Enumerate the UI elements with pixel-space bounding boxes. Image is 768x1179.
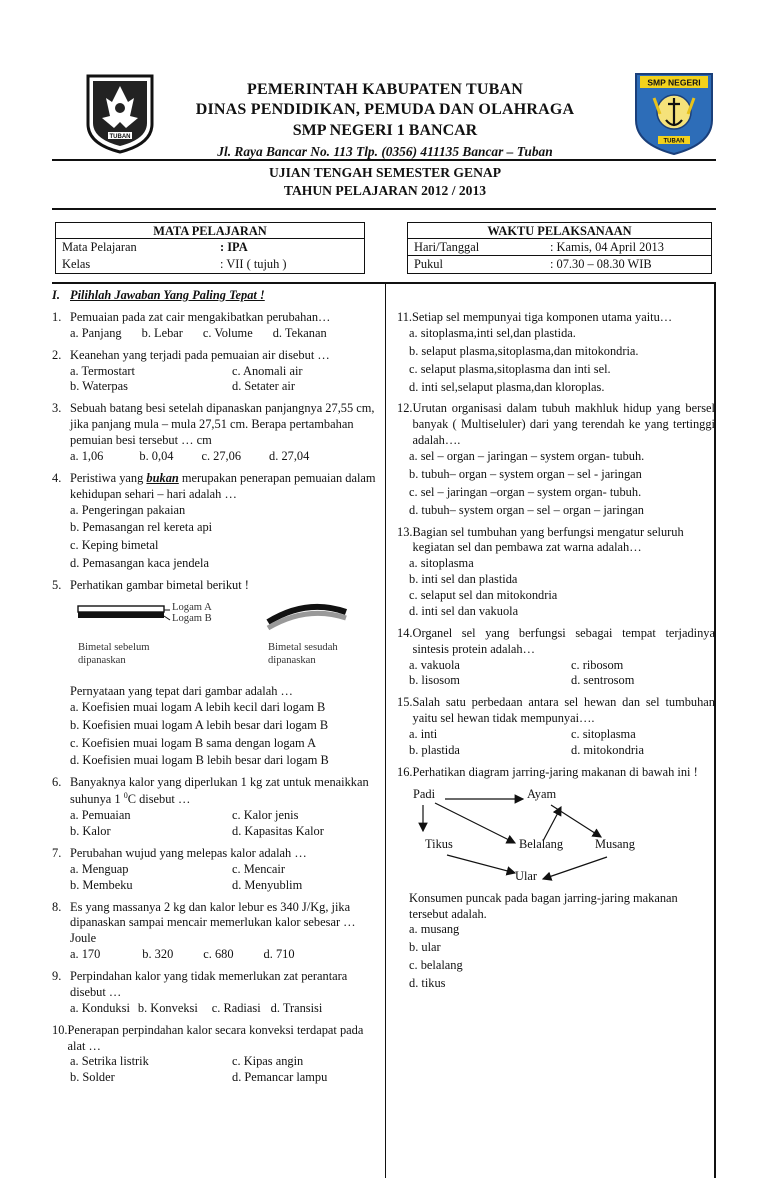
exam-title: [160, 164, 610, 200]
q8-option-b[interactable]: b. 320: [142, 947, 174, 962]
q15-option-a[interactable]: a. inti: [409, 727, 438, 741]
q1-option-a[interactable]: a. Panjang: [70, 325, 122, 340]
q6-options: [52, 808, 380, 840]
q4-stem: [70, 471, 380, 503]
q15-option-b[interactable]: b. plastida: [409, 742, 460, 757]
food-web-arrows: [411, 785, 711, 885]
q9-option-b[interactable]: b. Konveksi: [137, 1000, 198, 1015]
smp-negeri-logo: [632, 70, 716, 156]
q7-number: 7.: [52, 845, 62, 860]
q7-option-a[interactable]: a. Menguap: [70, 861, 129, 876]
q8-option-a[interactable]: a. 170: [70, 947, 101, 962]
q11-number: 11.: [397, 310, 413, 324]
question-14: [397, 626, 715, 690]
q8-stem: Es yang massanya 2 kg dan kalor lebur es 340 J/Kg, jika dipanaskan sampai mencair memerlukan kalor sebesar … Joule: [70, 899, 356, 946]
q15-option-c[interactable]: c. sitoplasma: [571, 727, 636, 741]
q5-options: [52, 700, 380, 770]
q11-options: [397, 326, 715, 396]
bimetal-drawing: [72, 598, 372, 680]
question-4: [52, 471, 380, 572]
q10-option-c[interactable]: c. Kipas angin: [232, 1054, 304, 1069]
q4-option-b[interactable]: b. Pemasangan rel kereta api: [70, 520, 213, 535]
q8-options: [52, 947, 380, 963]
time-row: [408, 256, 711, 273]
school-name: SMP NEGERI 1 BANCAR: [292, 121, 478, 139]
q3-option-b[interactable]: b. 0,04: [139, 448, 174, 463]
q9-option-a[interactable]: a. Konduksi: [70, 1000, 130, 1015]
question-6: [52, 775, 380, 840]
question-15: [397, 695, 715, 759]
q13-option-d[interactable]: d. inti sel dan vakuola: [409, 603, 519, 618]
class-key: Kelas: [62, 257, 91, 271]
q13-number: 13.: [397, 524, 413, 539]
question-1: [52, 310, 380, 342]
q11-option-b[interactable]: b. selaput plasma,sitoplasma,dan mitokondria.: [409, 343, 639, 358]
subject-row: [56, 239, 364, 256]
q7-stem: Perubahan wujud yang melepas kalor adalah …: [70, 845, 307, 860]
q5-option-c[interactable]: c. Koefisien muai logam B sama dengan logam A: [70, 735, 317, 750]
date-value: : Kamis, 04 April 2013: [550, 240, 664, 254]
q1-options: [52, 326, 380, 342]
node-ular: Ular: [515, 868, 538, 883]
q5-option-a[interactable]: a. Koefisien muai logam A lebih kecil dari logam B: [70, 699, 326, 714]
q16-option-b[interactable]: b. ular: [409, 940, 441, 955]
question-9: [52, 969, 380, 1017]
class-row: [56, 256, 364, 273]
q9-number: 9.: [52, 969, 62, 983]
date-row: [408, 239, 711, 256]
q1-option-b[interactable]: b. Lebar: [141, 325, 183, 340]
subject-info-box: [55, 222, 365, 274]
q7-option-b[interactable]: b. Membeku: [70, 877, 133, 892]
q14-option-d[interactable]: d. sentrosom: [571, 673, 635, 688]
q3-option-d[interactable]: d. 27,04: [269, 448, 310, 463]
q16-option-d[interactable]: d. tikus: [409, 976, 446, 990]
logo-right-top: SMP NEGERI: [647, 77, 701, 88]
q12-option-c[interactable]: c. sel – jaringan –organ – system organ- tubuh.: [409, 484, 642, 499]
question-2: [52, 348, 380, 396]
q9-options: [52, 1001, 380, 1017]
section-heading: [52, 288, 380, 304]
q10-option-a[interactable]: a. Setrika listrik: [70, 1054, 149, 1069]
time-value: : 07.30 – 08.30 WIB: [550, 257, 652, 271]
q2-option-a[interactable]: a. Termostart: [70, 363, 135, 378]
q8-option-c[interactable]: c. 680: [203, 947, 234, 962]
q12-stem: Urutan organisasi dalam tubuh makhluk hidup yang bersel banyak ( Multiseluler) dari yang terendah ke yang tertinggi adalah….: [412, 401, 715, 448]
left-column: [52, 288, 380, 1092]
section-title: Pilihlah Jawaban Yang Paling Tepat !: [70, 288, 265, 302]
title-divider: [52, 208, 716, 210]
node-belalang: Belalang: [519, 836, 564, 851]
logo-left-text: TUBAN: [109, 134, 131, 140]
time-key: Pukul: [414, 257, 443, 271]
header-divider: [52, 159, 716, 161]
department-title: DINAS PENDIDIKAN, PEMUDA DAN OLAHRAGA: [195, 101, 575, 119]
q3-stem: Sebuah batang besi setelah dipanaskan panjangnya 27,55 cm, jika panjang mula – mula 27,51 cm. Berapa pertambahan pemuian besi tersebut … cm: [70, 401, 375, 447]
q11-option-d[interactable]: d. inti sel,selaput plasma,dan kloroplas.: [409, 379, 605, 394]
node-musang: Musang: [595, 836, 635, 851]
question-3: [52, 401, 380, 465]
food-web-diagram: [411, 785, 715, 885]
q9-option-d[interactable]: d. Transisi: [270, 1000, 323, 1015]
q9-option-c[interactable]: c. Radiasi: [211, 1000, 261, 1015]
right-column: [397, 310, 715, 998]
q14-option-b[interactable]: b. lisosom: [409, 673, 460, 688]
before-label-2: dipanaskan: [78, 654, 126, 666]
q2-stem: Keanehan yang terjadi pada pemuaian air disebut …: [70, 347, 330, 362]
q15-option-d[interactable]: d. mitokondria: [571, 742, 644, 757]
logam-a-label: Logam A: [172, 601, 212, 613]
q6-number: 6.: [52, 775, 62, 790]
q14-stem: Organel sel yang berfungsi sebagai tempat terjadinya sintesis protein adalah…: [412, 625, 715, 656]
q13-stem: Bagian sel tumbuhan yang berfungsi mengatur seluruh kegiatan sel dan pembawa zat warna adalah…: [412, 524, 684, 555]
q14-number: 14.: [397, 625, 413, 640]
q2-number: 2.: [52, 347, 62, 362]
q4-stem-end: merupakan penerapan pemuaian dalam kehidupan sehari – hari adalah …: [70, 470, 376, 501]
column-divider: [385, 282, 386, 1178]
q16-question: Konsumen puncak pada bagan jarring-jaring makanan tersebut adalah.: [409, 890, 678, 921]
question-8: [52, 900, 380, 964]
q4-emphasis: bukan: [146, 470, 179, 485]
q5-stem: Perhatikan gambar bimetal berikut !: [70, 578, 249, 592]
question-12: [397, 401, 715, 518]
q12-options: [397, 449, 715, 519]
subject-key: Mata Pelajaran: [62, 240, 137, 254]
q4-number: 4.: [52, 470, 62, 485]
schedule-box-title: WAKTU PELAKSANAAN: [408, 223, 711, 239]
q5-option-b[interactable]: b. Koefisien muai logam A lebih besar dari logam B: [70, 717, 329, 732]
q10-stem: Penerapan perpindahan kalor secara konveksi terdapat pada alat …: [67, 1022, 364, 1053]
q15-number: 15.: [397, 695, 413, 710]
q7-options: [52, 862, 380, 894]
schedule-info-box: [407, 222, 712, 274]
logam-b-label: Logam B: [172, 612, 212, 624]
government-title: PEMERINTAH KABUPATEN TUBAN: [246, 81, 524, 98]
q16-options: [397, 922, 715, 992]
exam-name: UJIAN TENGAH SEMESTER GENAP: [268, 165, 502, 180]
q6-stem-start: Banyaknya kalor yang diperlukan 1 kg zat untuk menaikkan suhunya 1: [70, 775, 369, 807]
q12-option-d[interactable]: d. tubuh– system organ – sel – organ – jaringan: [409, 502, 644, 517]
q13-option-c[interactable]: c. selaput sel dan mitokondria: [409, 588, 558, 602]
q1-option-d[interactable]: d. Tekanan: [272, 325, 327, 340]
content-frame-top: [52, 282, 716, 284]
q1-stem: Pemuaian pada zat cair mengakibatkan perubahan…: [70, 309, 331, 324]
after-label-2: dipanaskan: [268, 654, 316, 666]
q14-option-c[interactable]: c. ribosom: [571, 657, 624, 672]
q12-option-a[interactable]: a. sel – organ – jaringan – system organ- tubuh.: [409, 449, 645, 463]
q1-option-c[interactable]: c. Volume: [202, 325, 253, 340]
q3-options: [52, 449, 380, 465]
q16-option-a[interactable]: a. musang: [409, 922, 460, 937]
question-10: [52, 1023, 380, 1087]
node-ayam: Ayam: [527, 786, 557, 801]
q16-option-c[interactable]: c. belalang: [409, 958, 463, 973]
question-16: [397, 765, 715, 992]
school-address: Jl. Raya Bancar No. 113 Tlp. (0356) 411135 Bancar – Tuban: [217, 144, 553, 160]
question-13: [397, 525, 715, 620]
before-label-1: Bimetal sebelum: [78, 641, 150, 653]
after-label-1: Bimetal sesudah: [268, 641, 338, 653]
tuban-regency-logo: [82, 72, 158, 154]
q16-number: 16.: [397, 764, 413, 779]
node-tikus: Tikus: [425, 836, 453, 851]
logo-right-bottom: TUBAN: [663, 138, 685, 145]
q13-option-a[interactable]: a. sitoplasma: [409, 556, 474, 571]
q7-option-c[interactable]: c. Mencair: [232, 861, 285, 876]
q8-number: 8.: [52, 899, 62, 914]
q2-option-c[interactable]: c. Anomali air: [232, 363, 303, 378]
q13-option-b[interactable]: b. inti sel dan plastida: [409, 572, 518, 587]
letterhead: [0, 0, 768, 210]
bimetal-figure: [72, 598, 380, 680]
q6-stem-end: C disebut …: [127, 792, 191, 807]
q6-stem: [70, 775, 380, 808]
subject-box-title: MATA PELAJARAN: [56, 223, 364, 239]
question-7: [52, 846, 380, 894]
q6-option-d[interactable]: d. Kapasitas Kalor: [232, 824, 324, 838]
question-5: [52, 578, 380, 769]
q9-stem: Perpindahan kalor yang tidak memerlukan zat perantara disebut …: [70, 969, 348, 999]
q12-option-b[interactable]: b. tubuh– organ – system organ – sel - jaringan: [409, 466, 642, 481]
q5-option-d[interactable]: d. Koefisien muai logam B lebih besar dari logam B: [70, 753, 329, 768]
academic-year: TAHUN PELAJARAN 2012 / 2013: [283, 183, 487, 199]
q15-options: [397, 727, 715, 759]
q6-option-a[interactable]: a. Pemuaian: [70, 808, 131, 823]
node-padi: Padi: [413, 786, 436, 801]
date-key: Hari/Tanggal: [414, 240, 480, 254]
q4-stem-start: Peristiwa yang: [70, 470, 147, 485]
q10-option-b[interactable]: b. Solder: [70, 1070, 115, 1085]
q11-option-a[interactable]: a. sitoplasma,inti sel,dan plastida.: [409, 325, 576, 340]
q4-option-c[interactable]: c. Keping bimetal: [70, 538, 159, 553]
q6-degree: 0: [123, 791, 128, 801]
q11-stem: Setiap sel mempunyai tiga komponen utama yaitu…: [412, 310, 673, 324]
q4-option-a[interactable]: a. Pengeringan pakaian: [70, 502, 186, 517]
q5-number: 5.: [52, 578, 62, 592]
q14-option-a[interactable]: a. vakuola: [409, 657, 460, 672]
q3-number: 3.: [52, 401, 62, 416]
q10-number: 10.: [52, 1022, 68, 1037]
q6-option-c[interactable]: c. Kalor jenis: [232, 808, 299, 823]
q8-option-d[interactable]: d. 710: [263, 947, 295, 962]
question-11: [397, 310, 715, 395]
q14-options: [397, 658, 715, 690]
q11-option-c[interactable]: c. selaput plasma,sitoplasma dan inti sel.: [409, 361, 611, 376]
q5-statement: Pernyataan yang tepat dari gambar adalah …: [70, 683, 293, 698]
q2-option-b[interactable]: b. Waterpas: [70, 379, 128, 394]
q16-stem: Perhatikan diagram jarring-jaring makanan di bawah ini !: [412, 764, 698, 779]
q15-stem: Salah satu perbedaan antara sel hewan dan sel tumbuhan yaitu sel hewan tidak mempunyai….: [412, 695, 715, 726]
q10-options: [52, 1054, 380, 1086]
letterhead-text: [160, 80, 610, 161]
q4-options: [52, 503, 380, 573]
q3-option-a[interactable]: a. 1,06: [70, 448, 104, 463]
subject-value: : IPA: [220, 240, 248, 254]
q10-option-d[interactable]: d. Pemancar lampu: [232, 1070, 328, 1085]
q4-option-d[interactable]: d. Pemasangan kaca jendela: [70, 556, 209, 571]
q2-option-d[interactable]: d. Setater air: [232, 379, 295, 394]
class-value: : VII ( tujuh ): [220, 257, 287, 271]
q7-option-d[interactable]: d. Menyublim: [232, 877, 303, 892]
q1-number: 1.: [52, 309, 62, 324]
q2-options: [52, 364, 380, 396]
section-number: I.: [52, 288, 60, 302]
q3-option-c[interactable]: c. 27,06: [201, 448, 242, 463]
q6-option-b[interactable]: b. Kalor: [70, 824, 111, 838]
q12-number: 12.: [397, 401, 413, 416]
q13-options: [397, 556, 715, 620]
